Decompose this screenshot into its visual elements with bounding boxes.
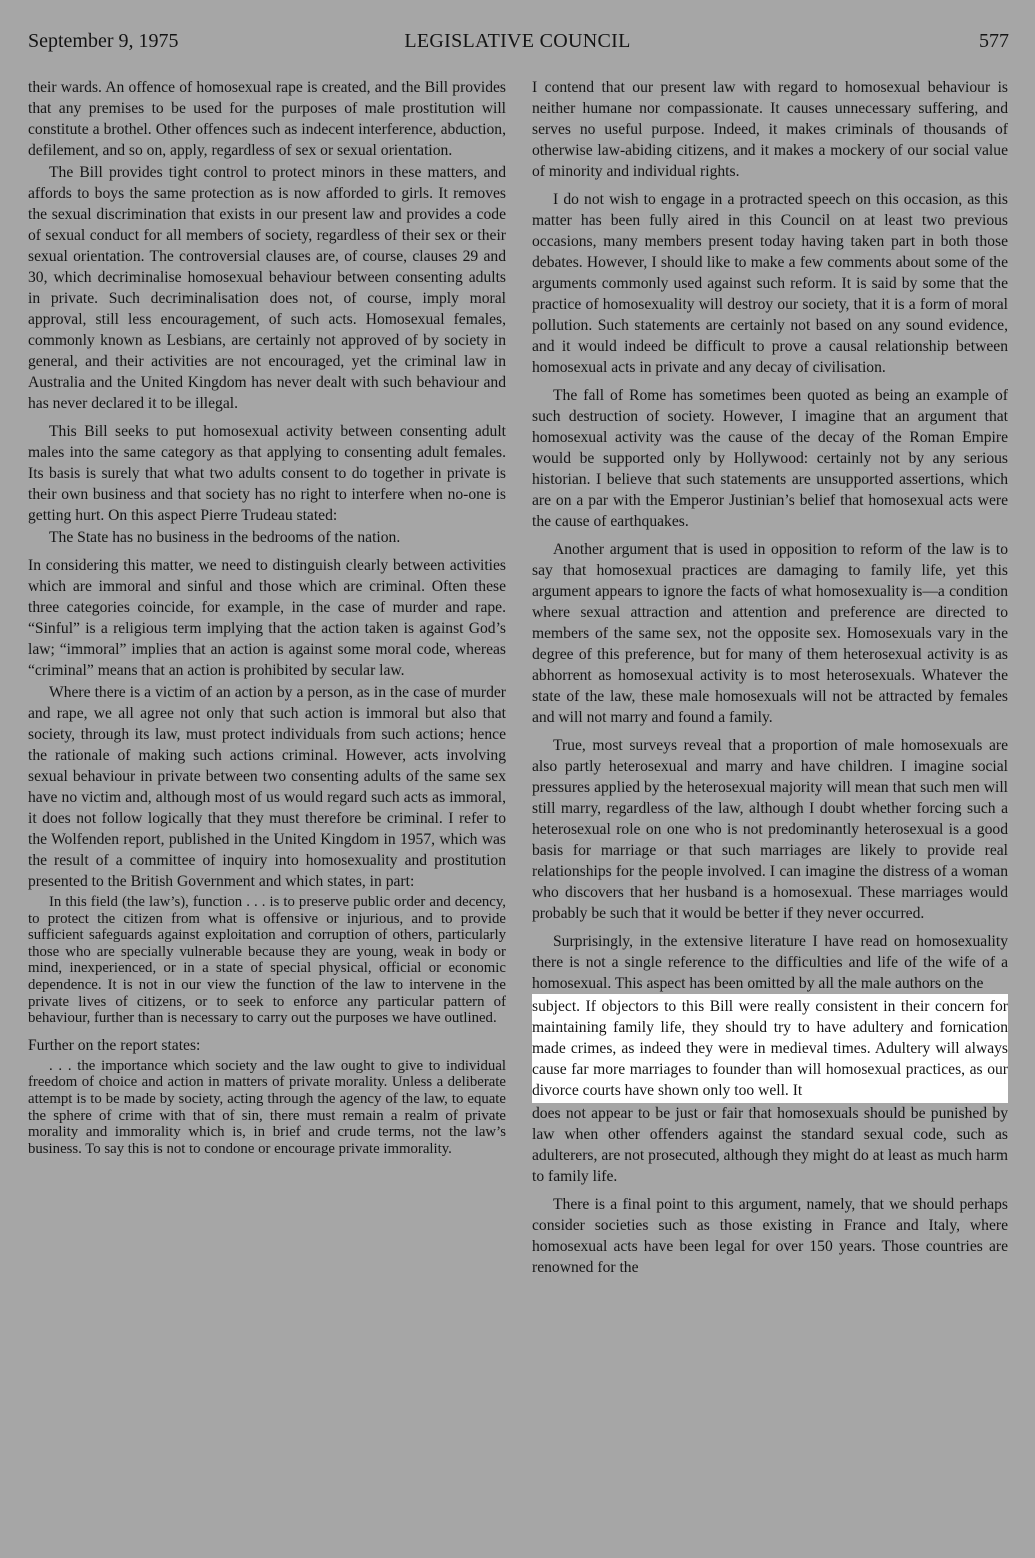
- right-column: [532, 77, 1008, 1547]
- paragraph: Surprisingly, in the extensive literature I have read on homosexuality there is not a single reference to the difficulties and life of the wife of a homosexual. This aspect has been omitted by all the male authors on the: [532, 933, 1008, 992]
- paragraph: The fall of Rome has sometimes been quoted as being an example of such destruction of society. However, I imagine that an argument that homosexual activity was the cause of the decay of the Roman Empire would be supported only by Hollywood: certainly not by any serious historian. I believe that such statements are unsupported assertions, which are on a par with the Emperor Justinian’s belief that homosexual acts were the cause of earthquakes.: [532, 387, 1008, 530]
- paragraph: Another argument that is used in opposition to reform of the law is to say that homosexual practices are damaging to family life, yet this argument appears to ignore the facts of what homosexuality is—a condition where sexual attraction and attention and preference are directed to members of the same sex, not the opposite sex. Homosexuals vary in the degree of this preference, but for many of them heterosexual activity is as abhorrent as homosexual activity is to most heterosexuals. Whatever the state of the law, these male homosexuals will not be attracted by females and will not marry and found a family.: [532, 541, 1008, 726]
- paragraph: Where there is a victim of an action by a person, as in the case of murder and rape, we all agree not only that such action is immoral but also that society, through its law, must protect individuals from such actions; hence the rationale of making such actions criminal. However, acts involving sexual behaviour in private between two consenting adults of the same sex have no victim and, although most of us would regard such acts as immoral, it does not follow logically that they must therefore be criminal. I refer to the Wolfenden report, published in the United Kingdom in 1957, which was the result of a committee of inquiry into homosexuality and prostitution presented to the British Government and which states, in part:: [28, 684, 506, 890]
- page-header: [26, 30, 1009, 62]
- header-title: LEGISLATIVE COUNCIL: [404, 30, 631, 52]
- paragraph: does not appear to be just or fair that homosexuals should be punished by law when other offenders against the standard sexual code, such as adulterers, are not prosecuted, although they might do at least as much harm to family life.: [532, 1105, 1008, 1185]
- paragraph: I do not wish to engage in a protracted speech on this occasion, as this matter has been fully aired in this Council on at least two previous occasions, many members present today having taken part in both those debates. However, I should like to make a few comments about some of the arguments commonly used against such reform. It is said by some that the practice of homosexuality will destroy our society, that it is a form of moral pollution. Such statements are certainly not based on any sound evidence, and it would indeed be difficult to prove a causal relationship between homosexual acts in private and any decay of civilisation.: [532, 191, 1008, 376]
- paragraph: The Bill provides tight control to protect minors in these matters, and affords to boys the same protection as is now afforded to girls. It removes the sexual discrimination that exists in our present law and provides a code of sexual conduct for all members of society, regardless of their sex or their sexual orientation. The controversial clauses are, of course, clauses 29 and 30, which decriminalise homosexual behaviour between consenting adults in private. Such decriminalisation does not, of course, imply moral approval, still less encouragement, of such acts. Homosexual females, commonly known as Lesbians, are certainly not approved of by society in general, and their activities are not encouraged, yet the criminal law in Australia and the United Kingdom has never dealt with such behaviour and has never declared it to be illegal.: [28, 164, 506, 412]
- wolfenden-quote: In this field (the law’s), function . . . is to preserve public order and decency, to protect the citizen from what is offensive or injurious, and to provide sufficient safeguards against exploitation and corruption of others, particularly those who are specially vulnerable because they are young, weak in body or mind, inexperienced, or in a state of special physical, official or economic dependence. It is not in our view the function of the law to intervene in the private lives of citizens, or to seek to enforce any particular pattern of behaviour, further than is necessary to carry out the purposes we have outlined.: [28, 894, 506, 1027]
- paragraph: There is a final point to this argument, namely, that we should perhaps consider societies such as those existing in France and Italy, where homosexual acts have been legal for over 150 years. Those countries are renowned for the: [532, 1196, 1008, 1276]
- highlighted-text: subject. If objectors to this Bill were really consistent in their concern for maintaining family life, they should try to have adultery and fornication made crimes, as indeed they were in medieval times. Adultery will always cause far more marriages to founder than will homosexual practices, as our divorce courts have shown only too well. It: [532, 998, 1008, 1099]
- paragraph: True, most surveys reveal that a proportion of male homosexuals are also partly heterosexual and marry and have children. I imagine social pressures applied by the heterosexual majority will mean that such men will still marry, regardless of the law, although I doubt whether forcing such a heterosexual role on one who is not predominantly heterosexual is a good basis for marriage or that such marriages are likely to provide real relationships for the people involved. I can imagine the distress of a woman who discovers that her husband is a homosexual. These marriages would probably be such that it would be better if they never occurred.: [532, 737, 1008, 922]
- paragraph: This Bill seeks to put homosexual activity between consenting adult males into the same category as that applying to consenting adult females. Its basis is surely that what two adults consent to do together in private is their own business and that society has no right to interfere when no-one is getting hurt. On this aspect Pierre Trudeau stated:: [28, 423, 506, 524]
- header-date: September 9, 1975: [28, 30, 179, 52]
- page-number: 577: [979, 30, 1009, 52]
- wolfenden-quote-2: . . . the importance which society and the law ought to give to individual freedom of choice and action in matters of private morality. Unless a deliberate attempt is to be made by society, acting through the agency of the law, to equate the sphere of crime with that of sin, there must remain a realm of private morality and immorality which is, in brief and crude terms, not the law’s business. To say this is not to condone or encourage private immorality.: [28, 1057, 506, 1157]
- paragraph: I contend that our present law with regard to homosexual behaviour is neither humane nor compassionate. It causes unnecessary suffering, and serves no useful purpose. Indeed, it makes criminals of thousands of otherwise law-abiding citizens, and it makes a mockery of our social value of minority and individual rights.: [532, 79, 1008, 180]
- left-column: [28, 77, 506, 1547]
- paragraph: their wards. An offence of homosexual rape is created, and the Bill provides that any premises to be used for the purposes of male prostitution will constitute a brothel. Other offences such as indecent interference, abduction, defilement, and so on, apply, regardless of sex or sexual orientation.: [28, 79, 506, 159]
- paragraph: Further on the report states:: [28, 1036, 201, 1054]
- trudeau-quote: The State has no business in the bedrooms of the nation.: [49, 529, 401, 546]
- highlighted-passage: [532, 994, 1008, 1103]
- paragraph: In considering this matter, we need to distinguish clearly between activities which are immoral and sinful and those which are criminal. Often these three categories coincide, for example, in the case of murder and rape. “Sinful” is a religious term implying that the action taken is against God’s law; “immoral” implies that an action is against some moral code, whereas “criminal” means that an action is prohibited by secular law.: [28, 557, 506, 679]
